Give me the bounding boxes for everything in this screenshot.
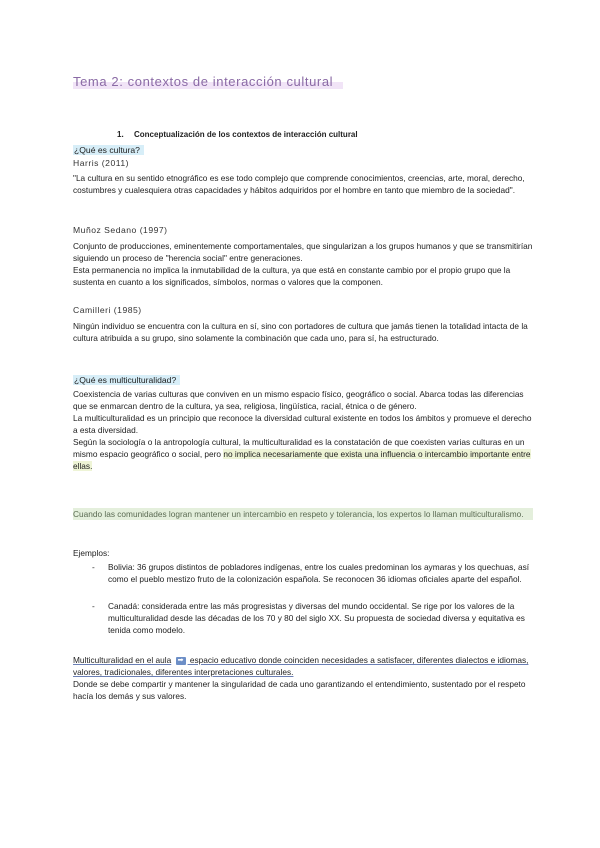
multi-p1: Coexistencia de varias culturas que conviven en un mismo espacio físico, geográfico o social. Abarca todas las diferencias que se enmarcan dentro de la cultura, ya sea, religiosa, lingüística, racial, étnica o de género.	[73, 389, 524, 411]
harris-quote	[73, 172, 533, 196]
question-multiculturalidad: ¿Qué es multiculturalidad?	[73, 375, 180, 385]
multi-p3-a: Según la sociología o la antropología cultural, la multiculturalidad es la constatación de que coexisten varias culturas en un mismo espacio geográfico o social, pero	[73, 437, 525, 459]
list-item-text: Canadá: considerada entre las más progresistas y diversas del mundo occidental. Se rige por los valores de la multiculturalidad desde las décadas de los 70 y 80 del siglo XX. Su propuesta de sociedad diversa y equitativa es tenida como modelo.	[108, 601, 525, 635]
list-dash: -	[92, 562, 95, 572]
aula-text-2: Donde se debe compartir y mantener la singularidad de cada uno garantizando el entendimiento, sustentado por el respeto hacía los demás y sus valores.	[73, 679, 526, 701]
munoz-text-2: Esta permanencia no implica la inmutabilidad de la cultura, ya que está en constante cambio por el propio grupo que la sustenta en cuanto a los significados, símbolos, normas o valores que la componen.	[73, 265, 511, 287]
multi-p3-highlight: no implica necesariamente que exista una influencia o intercambio importante entre ellas.	[73, 449, 531, 471]
harris-text: "La cultura en su sentido etnográfico es ese todo complejo que comprende conocimientos, creencias, arte, moral, derecho, costumbres y cualesquiera otras capacidades y hábitos adquiridos por el hombre en tanto que miembro de la sociedad".	[73, 173, 525, 195]
author-camilleri: Camilleri (1985)	[73, 305, 142, 315]
list-item-canada	[92, 600, 532, 636]
multiculturalismo-note: Cuando las comunidades logran mantener un intercambio en respeto y tolerancia, los expertos lo llaman multiculturalismo.	[73, 508, 533, 520]
section-number: 1.	[117, 130, 124, 139]
list-item-text: Bolivia: 36 grupos distintos de pobladores indígenas, entre los cuales predominan los aymaras y los quechuas, así como el pueblo mestizo fruto de la colonización española. Se reconocen 36 idiomas oficiales aparte del español.	[108, 562, 530, 584]
camilleri-block	[73, 320, 533, 344]
multiculturalidad-block	[73, 388, 533, 472]
aula-paragraph	[73, 654, 533, 678]
page-title: Tema 2: contextos de interacción cultural	[73, 74, 343, 89]
aula-label: Multiculturalidad en el aula	[73, 655, 172, 665]
section-heading-text: Conceptualización de los contextos de interacción cultural	[134, 130, 358, 139]
camilleri-text: Ningún individuo se encuentra con la cultura en sí, sino con portadores de cultura que jamás tienen la totalidad intacta de la cultura atribuida a su grupo, sino solamente la combinación que cada uno, para sí, ha estructurado.	[73, 321, 528, 343]
munoz-text-1: Conjunto de producciones, eminentemente comportamentales, que singularizan a los grupos humanos y que se transmitirían siguiendo un proceso de "herencia social" entre generaciones.	[73, 241, 533, 263]
author-harris: Harris (2011)	[73, 158, 130, 168]
aula-text-1: espacio educativo donde coinciden necesidades a satisfacer, diferentes dialectos e idiomas, valores, tradicionales, diferentes interpretaciones culturales.	[73, 655, 529, 677]
multi-p3	[73, 436, 533, 472]
list-dash: -	[92, 601, 95, 611]
question-cultura: ¿Qué es cultura?	[73, 145, 144, 155]
section-heading	[117, 130, 358, 139]
aula-block	[73, 654, 533, 702]
munoz-block	[73, 240, 533, 288]
ejemplos-label: Ejemplos:	[73, 548, 110, 558]
author-munoz: Muñoz Sedano (1997)	[73, 225, 168, 235]
list-item-bolivia	[92, 561, 532, 585]
arrow-right-icon: ➡	[176, 657, 186, 665]
multi-p2: La multiculturalidad es un principio que reconoce la diversidad cultural existente en todos los ámbitos y promueve el derecho a esta diversidad.	[73, 413, 532, 435]
